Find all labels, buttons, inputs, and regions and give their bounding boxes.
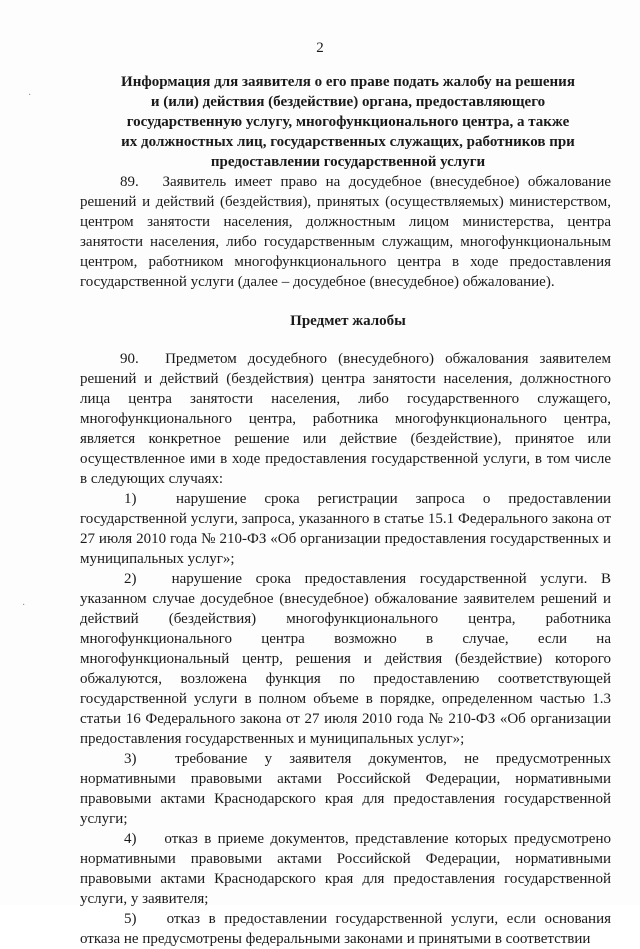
list-item-text: отказ в приеме документов, представление которых предусмотрено нормативными правовыми актами Российской Федерации, нормативными правовыми актами Краснодарского края для предоставления государственной услуги, у заявителя; [80,831,611,907]
paragraph-89-body [80,172,611,292]
scan-speck: · [28,90,32,101]
page-number: 2 [316,40,324,56]
list-item-number: 4) [124,831,137,847]
list-item-number: 5) [124,911,137,927]
list-item [80,909,611,949]
paragraph-number: 89. [120,174,139,190]
list-item-number: 3) [124,751,137,767]
list-item-number: 2) [124,571,137,587]
paragraph-90-body [80,349,611,489]
list-item-text: нарушение срока регистрации запроса о предоставлении государственной услуги, запроса, указанного в статье 15.1 Федерального закона от 27 июля 2010 года № 210-ФЗ «Об организации предоставления государственных и муниципальных услуг»; [80,491,611,567]
list-item [80,569,611,749]
section-heading-complaint-right: Информация для заявителя о его праве подать жалобу на решения и (или) действия (бездействие) органа, предоставляющего государственную услугу, многофункционального центра, а также их должностных лиц, государственных служащих, работников при предоставлении государственной услуги [121,74,575,170]
list-item [80,489,611,569]
list-item [80,749,611,829]
paragraph-number: 90. [120,351,139,367]
paragraph-89 [80,172,611,292]
list-item-text: отказ в предоставлении государственной услуги, если основания отказа не предусмотрены федеральными законами и принятыми в соответствии [80,911,611,947]
list-item-text: требование у заявителя документов, не предусмотренных нормативными правовыми актами Российской Федерации, нормативными правовыми актами Краснодарского края для предоставления государственной услуги; [80,751,612,827]
list-item-text: нарушение срока предоставления государственной услуги. В указанном случае досудебное (внесудебное) обжалование заявителем решений и действий (бездействия) многофункционального центра, работника многофункционального центра возможно в случае, если на многофункциональный центр, решения и действия (бездействие) которого обжалуются, возложена функция по предоставлению соответствующей государственной услуги в полном объеме в порядке, определенном частью 1.3 статьи 16 Федерального закона от 27 июля 2010 года № 210-ФЗ «Об организации предоставления государственных и муниципальных услуг»; [80,571,612,747]
scan-speck: · [22,600,26,611]
paragraph-90 [80,349,611,949]
list-item [80,829,611,909]
list-item-number: 1) [124,491,137,507]
paragraph-text: Предметом досудебного (внесудебного) обжалования заявителем решений и действий (бездействия) центра занятости населения, должностного лица центра занятости населения, либо государственного служащего, многофункционального центра, работника многофункционального центра, является конкретное решение или действие (бездействие), принятое или осуществленное ими в ходе предоставления государственной услуги, в том числе в следующих случаях: [80,351,611,487]
section-heading-subject: Предмет жалобы [290,313,406,329]
paragraph-text: Заявитель имеет право на досудебное (внесудебное) обжалование решений и действий (бездействия), принятых (осуществляемых) министерством, центром занятости населения, должностным лицом министерства, центра занятости населения, либо государственным служащим, многофункциональным центром, работником многофункционального центра в ходе предоставления государственной услуги (далее – досудебное (внесудебное) обжалование). [80,174,612,290]
